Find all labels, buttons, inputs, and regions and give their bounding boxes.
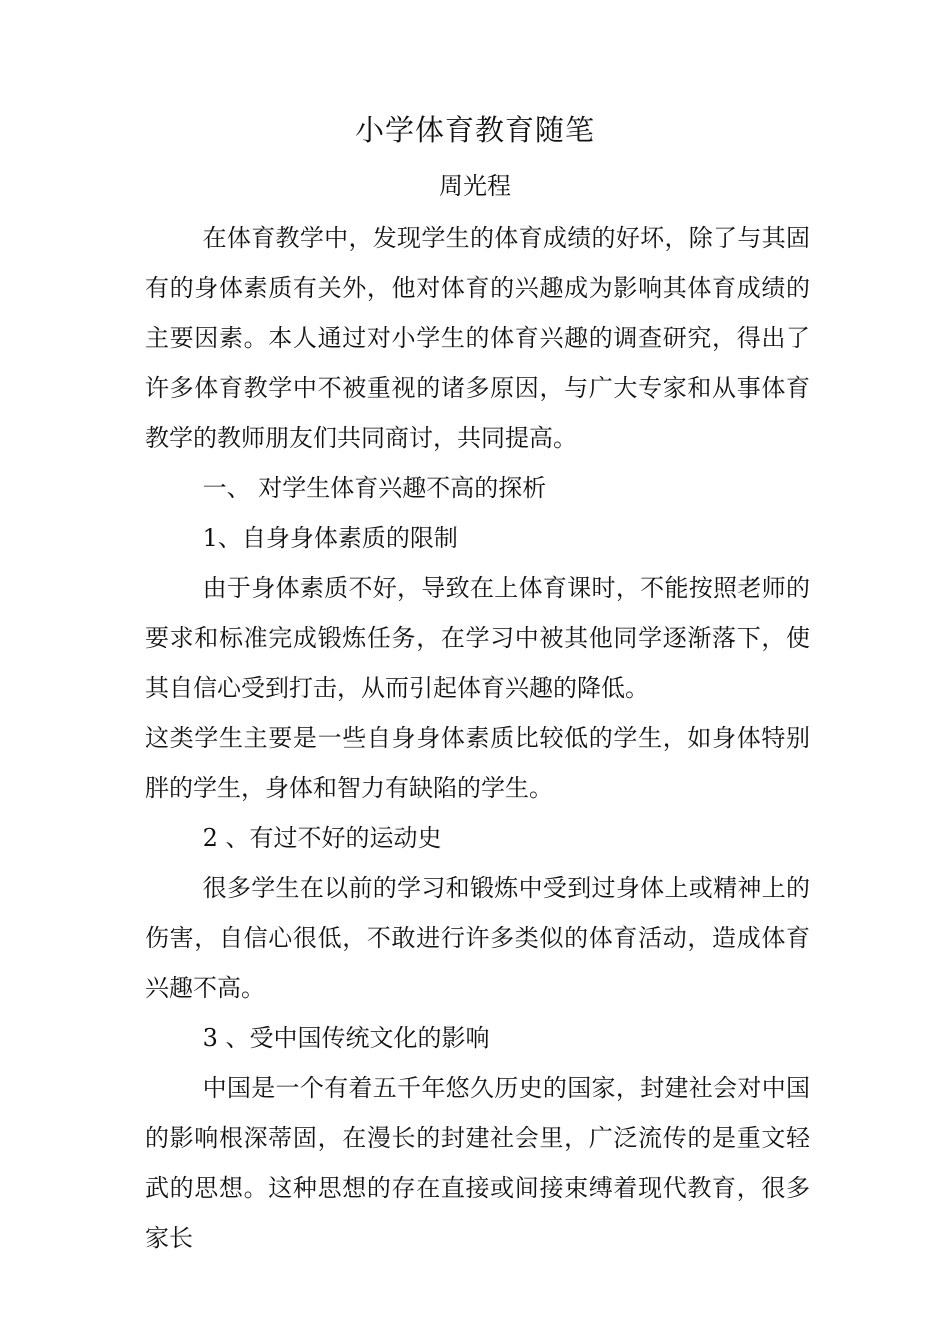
body-paragraph: 这类学生主要是一些自身身体素质比较低的学生，如身体特别胖的学生，身体和智力有缺陷的学生。 (145, 724, 810, 802)
body-paragraph: 很多学生在以前的学习和锻炼中受到过身体上或精神上的伤害，自信心很低，不敢进行许多类似的体育活动，造成体育兴趣不高。 (145, 874, 810, 1002)
document-title: 小学体育教育随笔 (354, 113, 595, 147)
body-paragraph: 由于身体素质不好，导致在上体育课时，不能按照老师的要求和标准完成锻炼任务，在学习中被其他同学逐渐落下，使其自信心受到打击，从而引起体育兴趣的降低。 (145, 574, 810, 702)
subsection-heading-2: 2 、有过不好的运动史 (202, 824, 442, 852)
section-heading-1: 一、 对学生体育兴趣不高的探析 (202, 474, 547, 502)
body-paragraph: 中国是一个有着五千年悠久历史的国家，封建社会对中国的影响根深蒂固，在漫长的封建社会里，广泛流传的是重文轻武的思想。这种思想的存在直接或间接束缚着现代教育，很多家长 (145, 1074, 810, 1252)
document-author: 周光程 (439, 172, 511, 200)
subsection-heading-1: 1、自身身体素质的限制 (202, 524, 458, 552)
document-body (145, 213, 810, 1263)
intro-paragraph: 在体育教学中，发现学生的体育成绩的好坏，除了与其固有的身体素质有关外，他对体育的兴趣成为影响其体育成绩的主要因素。本人通过对小学生的体育兴趣的调查研究，得出了许多体育教学中不被重视的诸多原因，与广大专家和从事体育教学的教师朋友们共同商讨，共同提高。 (145, 224, 810, 452)
subsection-heading-3: 3 、受中国传统文化的影响 (202, 1024, 490, 1052)
